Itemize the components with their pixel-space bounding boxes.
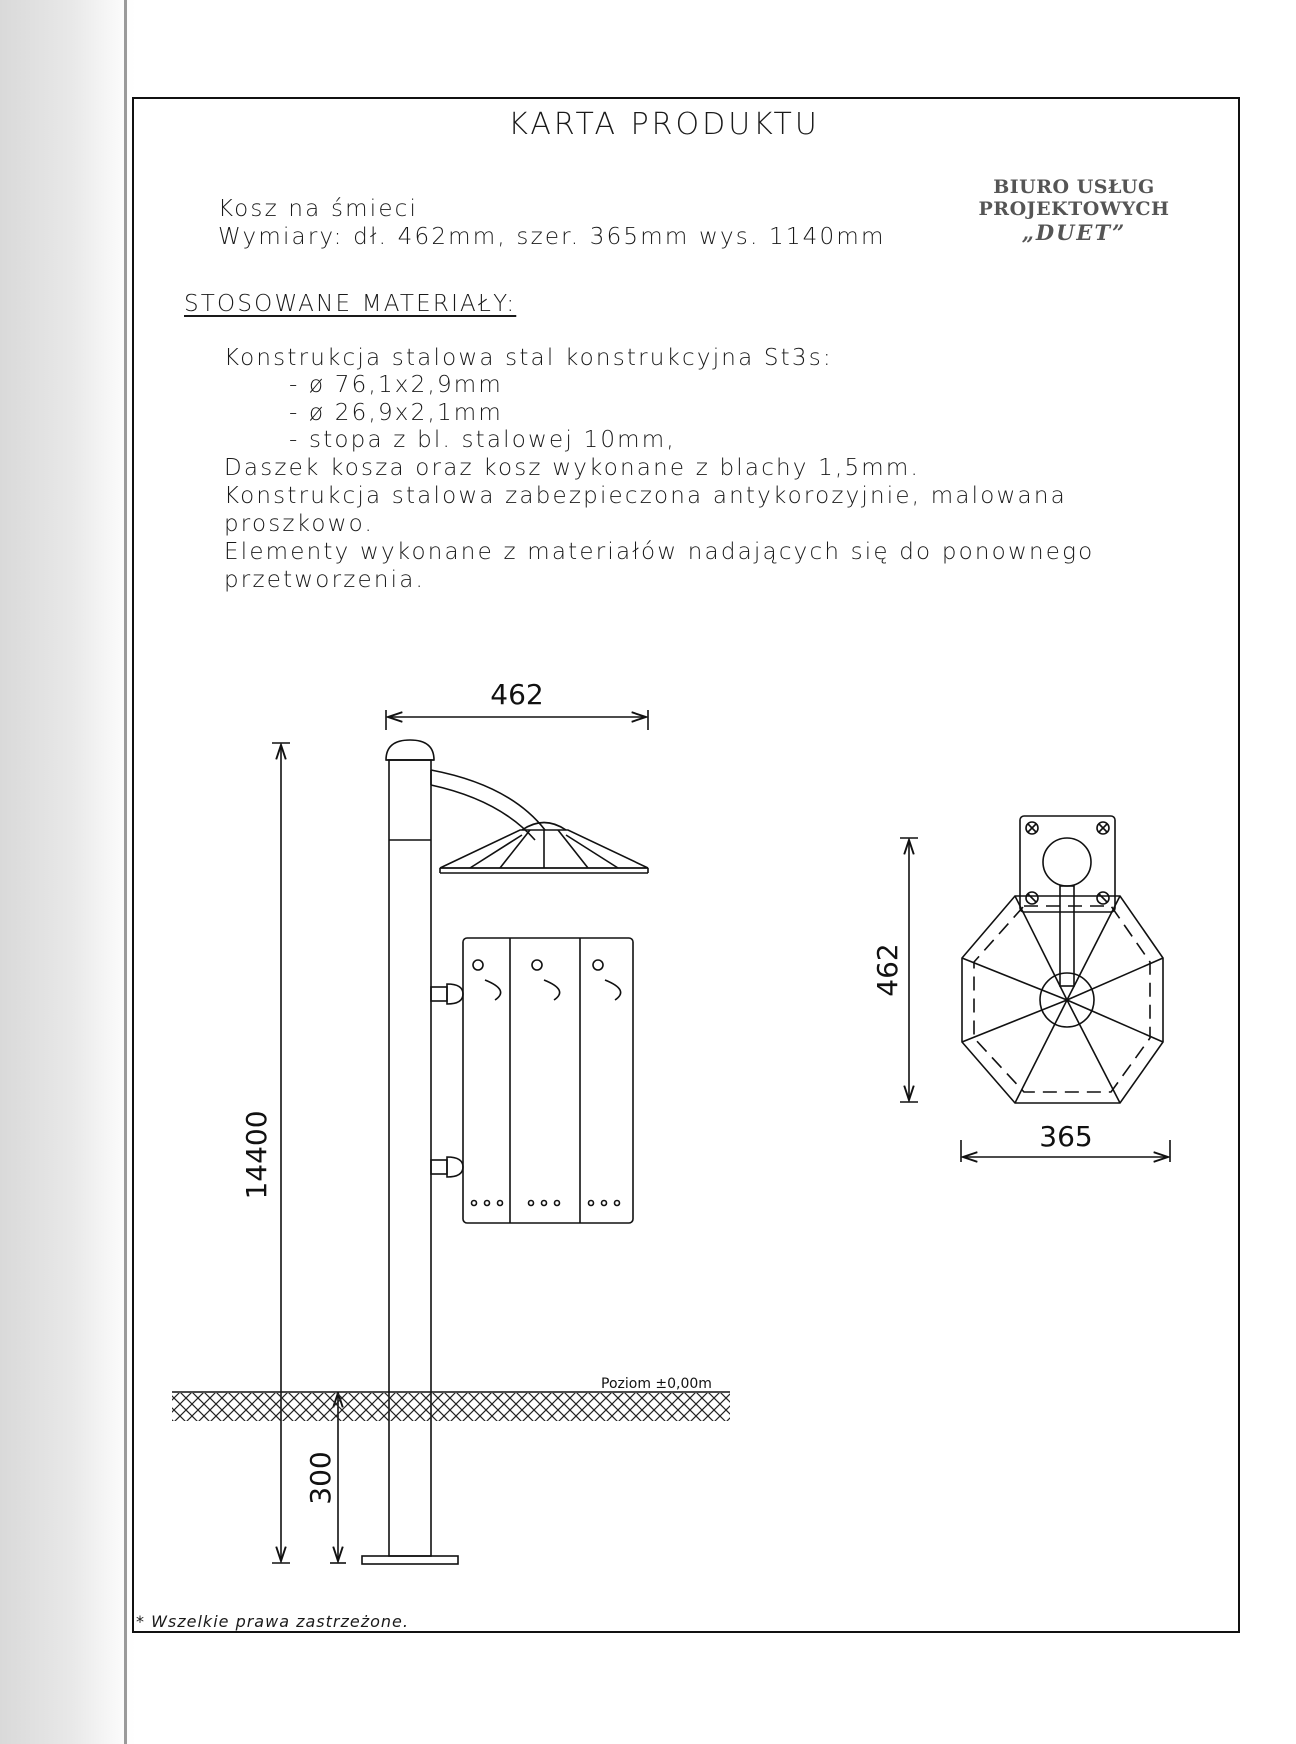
side-width-dimension xyxy=(386,710,648,730)
materials-line-coating-cont: proszkowo. xyxy=(224,511,375,537)
ground-hatch xyxy=(172,1393,730,1421)
roof xyxy=(440,823,648,874)
top-width-label: 365 xyxy=(1039,1120,1093,1153)
materials-line-roof: Daszek kosza oraz kosz wykonane z blachy 1,5mm. xyxy=(224,455,921,481)
octagon-roof xyxy=(962,896,1163,1103)
bin-brackets xyxy=(431,984,463,1177)
height-dimension xyxy=(272,743,290,1563)
materials-heading: STOSOWANE MATERIAŁY: xyxy=(184,291,517,317)
materials-item-pipe-76: - ø 76,1x2,9mm xyxy=(289,372,504,398)
stamp-line-1: BIURO USŁUG PROJEKTOWYCH xyxy=(978,176,1170,220)
materials-line-recycling: Elementy wykonane z materiałów nadających się do ponownego xyxy=(224,539,1095,565)
materials-item-pipe-26: - ø 26,9x2,1mm xyxy=(289,400,504,426)
top-view xyxy=(900,816,1170,1162)
top-post xyxy=(1043,838,1091,886)
materials-line-coating: Konstrukcja stalowa zabezpieczona antykorozyjnie, malowana xyxy=(224,483,1067,509)
bin xyxy=(463,938,633,1223)
materials-line-recycling-cont: przetworzenia. xyxy=(224,567,426,593)
top-arm xyxy=(1060,886,1074,986)
materials-item-foot: - stopa z bl. stalowej 10mm, xyxy=(289,427,676,453)
post xyxy=(389,760,431,1556)
product-dimensions: Wymiary: dł. 462mm, szer. 365mm wys. 1140mm xyxy=(218,224,886,250)
height-label: 14400 xyxy=(240,1110,273,1200)
foot-plate xyxy=(362,1556,458,1564)
page-title: KARTA PRODUKTU xyxy=(508,107,820,142)
materials-construction: Konstrukcja stalowa stal konstrukcyjna St3s: xyxy=(224,345,833,371)
depth-label: 300 xyxy=(304,1451,337,1505)
post-cap xyxy=(386,740,434,760)
stamp-line-2: „DUET” xyxy=(1021,219,1127,245)
side-width-label: 462 xyxy=(490,678,544,711)
roof-arm xyxy=(431,770,545,830)
footer-rights: * Wszelkie prawa zastrzeżone. xyxy=(136,1612,409,1631)
product-name: Kosz na śmieci xyxy=(218,196,419,222)
ground-level-label: Poziom ±0,00m xyxy=(601,1376,712,1392)
top-depth-label: 462 xyxy=(871,943,904,997)
